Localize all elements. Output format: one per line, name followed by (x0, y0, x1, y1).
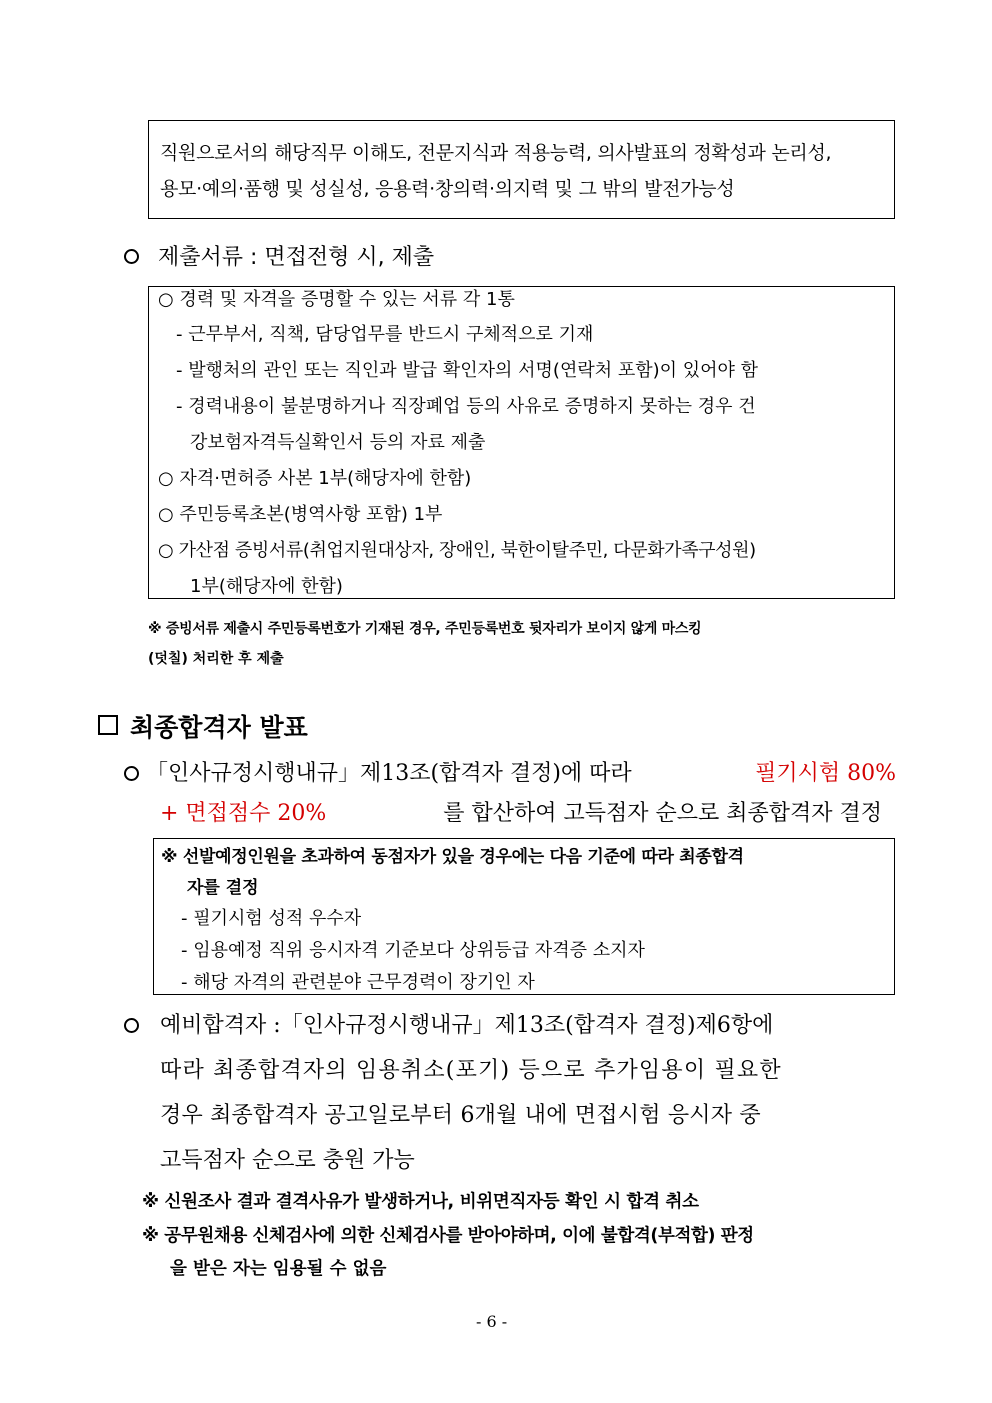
submission-item: 1부(해당자에 한함) (190, 576, 343, 597)
final-paragraph-line-2 (160, 796, 882, 827)
tiebreaker-line: 자를 결정 (187, 878, 259, 898)
reserve-text: 예비합격자 :「인사규정시행내규」제13조(합격자 결정)제6항에 (160, 1013, 774, 1038)
disqualification-note: ※ 신원조사 결과 결격사유가 발생하거나, 비위면직자등 확인 시 합격 취소 (142, 1192, 699, 1212)
medical-check-note-line-1: ※ 공무원채용 신체검사에 의한 신체검사를 받아야하며, 이에 불합격(부적합) 판정 (142, 1226, 754, 1246)
tiebreaker-line: - 필기시험 성적 우수자 (181, 908, 362, 929)
criteria-box (148, 120, 895, 219)
reserve-line: 고득점자 순으로 충원 가능 (160, 1148, 415, 1173)
final-paragraph-text: 를 합산하여 고득점자 순으로 최종합격자 결정 (443, 801, 882, 826)
reserve-line: 따라 최종합격자의 임용취소(포기) 등으로 추가임용이 필요한 (160, 1058, 782, 1083)
circle-bullet-icon (124, 766, 139, 781)
circle-bullet-icon (124, 249, 139, 264)
criteria-line-2: 용모·예의·품행 및 성실성, 응용력·창의력·의지력 및 그 밖의 발전가능성 (160, 178, 735, 200)
medical-check-note-line-2: 을 받은 자는 임용될 수 없음 (170, 1259, 387, 1279)
submission-item: ○ 경력 및 자격을 증명할 수 있는 서류 각 1통 (158, 289, 515, 310)
final-paragraph-line-1 (146, 756, 896, 787)
submission-heading: 제출서류 : 면접전형 시, 제출 (158, 245, 435, 270)
circle-bullet-icon (124, 1018, 139, 1033)
tiebreaker-line: - 해당 자격의 관련분야 근무경력이 장기인 자 (181, 972, 535, 993)
tiebreaker-line: ※ 선발예정인원을 초과하여 동점자가 있을 경우에는 다음 기준에 따라 최종합격 (161, 847, 744, 867)
square-bullet-icon (98, 715, 118, 735)
final-paragraph-highlight: + 면접점수 20% (160, 801, 327, 826)
masking-note-line-2: (덧칠) 처리한 후 제출 (148, 651, 284, 667)
submission-item: - 발행처의 관인 또는 직인과 발급 확인자의 서명(연락처 포함)이 있어야 함 (176, 360, 759, 381)
final-paragraph-text: 「인사규정시행내규」제13조(합격자 결정)에 따라 (146, 761, 632, 786)
reserve-line (160, 1008, 895, 1039)
reserve-line: 경우 최종합격자 공고일로부터 6개월 내에 면접시험 응시자 중 (160, 1103, 761, 1128)
final-paragraph-highlight: 필기시험 80% (755, 761, 896, 786)
criteria-line-1: 직원으로서의 해당직무 이해도, 전문지식과 적용능력, 의사발표의 정확성과 논리성, (160, 142, 832, 164)
tiebreaker-line: - 임용예정 직위 응시자격 기준보다 상위등급 자격증 소지자 (181, 940, 645, 961)
submission-item: ○ 가산점 증빙서류(취업지원대상자, 장애인, 북한이탈주민, 다문화가족구성원) (158, 540, 756, 561)
final-heading: 최종합격자 발표 (130, 713, 308, 742)
submission-item: ○ 자격·면허증 사본 1부(해당자에 한함) (158, 468, 472, 489)
submission-item: - 근무부서, 직책, 담당업무를 반드시 구체적으로 기재 (176, 324, 594, 345)
submission-item: 강보험자격득실확인서 등의 자료 제출 (190, 432, 486, 453)
submission-item: - 경력내용이 불분명하거나 직장폐업 등의 사유로 증명하지 못하는 경우 건 (176, 396, 756, 417)
submission-item: ○ 주민등록초본(병역사항 포함) 1부 (158, 504, 443, 525)
masking-note-line-1: ※ 증빙서류 제출시 주민등록번호가 기재된 경우, 주민등록번호 뒷자리가 보이지 않게 마스킹 (148, 621, 702, 637)
page-number: - 6 - (476, 1312, 508, 1331)
